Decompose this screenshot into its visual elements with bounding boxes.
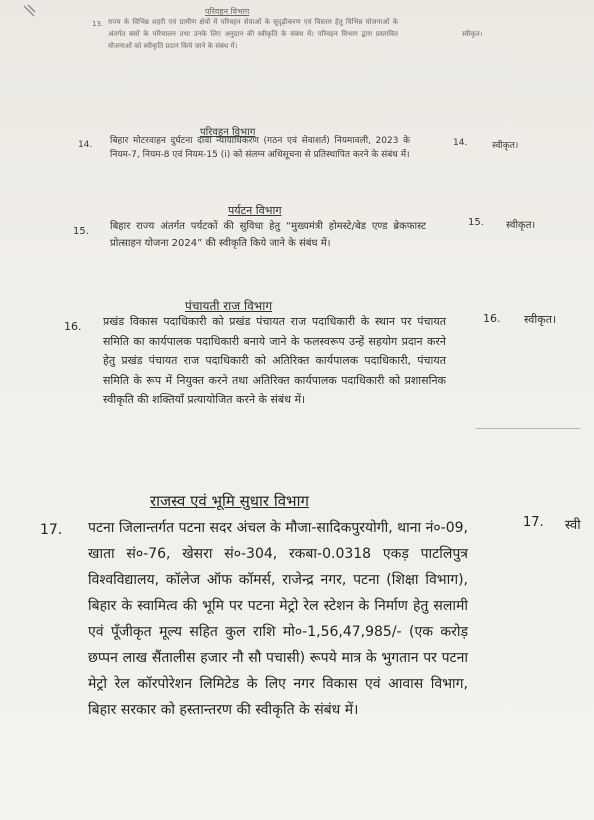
section-14-mark: स्वीकृत। (492, 141, 519, 151)
section-14-mark-no: 14. (453, 138, 468, 148)
section-17-text: पटना जिलान्तर्गत पटना सदर अंचल के मौजा-सादिकपुरयोगी, थाना नं०-09, खाता सं०-76, खेसरा सं०-304, रकबा-0.0318 एकड़ पाटलिपुत्र विश्वविद्यालय, कॉलेज ऑफ कॉमर्स, राजेन्द्र नगर, पटना (शिक्षा विभाग), बिहार के स्वामित्व की भूमि पर पटना मेट्रो रेल स्टेशन के निर्माण हेतु सलामी एवं पूँजीकृत मूल्य सहित कुल राशि मो०-1,56,47,985/- (एक करोड़ छप्पन लाख सैंतालीस हजार नौ सौ पचासी) रूपये मात्र के भुगतान पर पटना मेट्रो रेल कॉरपोरेशन लिमिटेड के लिए नगर विकास एवं आवास विभाग, बिहार सरकार को हस्तान्तरण की स्वीकृति के संबंध में। (88, 520, 468, 718)
section-17-mark-no: 17. (523, 515, 544, 530)
section-15-text: बिहार राज्य अंतर्गत पर्यटकों की सुविधा हेतु “मुख्यमंत्री होमस्टे/बेड एण्ड ब्रेकफास्ट प्रोत्साहन योजना 2024” की स्वीकृति किये जाने के संबंध में। (110, 221, 426, 249)
section-15-mark: स्वीकृत। (506, 220, 536, 231)
section-14-number: 14. (78, 140, 93, 150)
section-15-title: पर्यटन विभाग (228, 204, 282, 217)
section-13-number: 13. (92, 20, 104, 28)
section-13-title: परिवहन विभाग (205, 7, 250, 16)
section-13-mark: स्वीकृत। (462, 30, 483, 38)
signature-line (476, 428, 580, 429)
section-16-mark-no: 16. (483, 312, 501, 325)
section-16-text: प्रखंड विकास पदाधिकारी को प्रखंड पंचायत राज पदाधिकारी के स्थान पर पंचायत समिति का कार्यपालक पदाधिकारी बनाये जाने के फलस्वरूप उन्हें सहयोग प्रदान करने हेतु प्रखंड पंचायत राज पदाधिकारी को अतिरिक्त कार्यपालक पदाधिकारी, पंचायत समिति के रूप में नियुक्त करने तथा अतिरिक्त कार्यपालक पदाधिकारी को प्रशासनिक स्वीकृति की शक्तियाँ प्रत्यायोजित करने के संबंध में। (103, 315, 446, 406)
section-14-title: परिवहन विभाग (200, 127, 256, 138)
section-17-number: 17. (40, 522, 63, 538)
section-17-title: राजस्व एवं भूमि सुधार विभाग (150, 492, 309, 510)
section-16-title: पंचायती राज विभाग (185, 299, 273, 313)
section-16-number: 16. (64, 320, 82, 333)
section-15-mark-no: 15. (468, 217, 484, 228)
page-corner-icon (22, 4, 36, 18)
section-17-mark: स्वी (565, 518, 581, 533)
section-13-text: राज्य के विभिन्न शहरी एवं ग्रामीण क्षेत्रों में परिवहन सेवाओं के सुदृढ़ीकरण एवं विस्तार हेतु विभिन्न योजनाओं के अंतर्गत बसों के परिचालन तथा उनके लिए अनुदान की स्वीकृति के संबंध में। परिवहन विभाग द्वारा प्रस्तावित योजनाओं को स्वीकृति प्रदान किये जाने के संबंध में। (108, 18, 398, 50)
section-14-text: बिहार मोटरवाहन दुर्घटना दावा न्यायाधिकरण (गठन एवं सेवाशर्त) नियमावली, 2023 के नियम-7, नियम-8 एवं नियम-15 (i) को संलग्न अधिसूचना से प्रतिस्थापित करने के संबंध में। (110, 136, 410, 160)
section-15-number: 15. (73, 226, 89, 237)
section-16-mark: स्वीकृत। (524, 313, 557, 326)
